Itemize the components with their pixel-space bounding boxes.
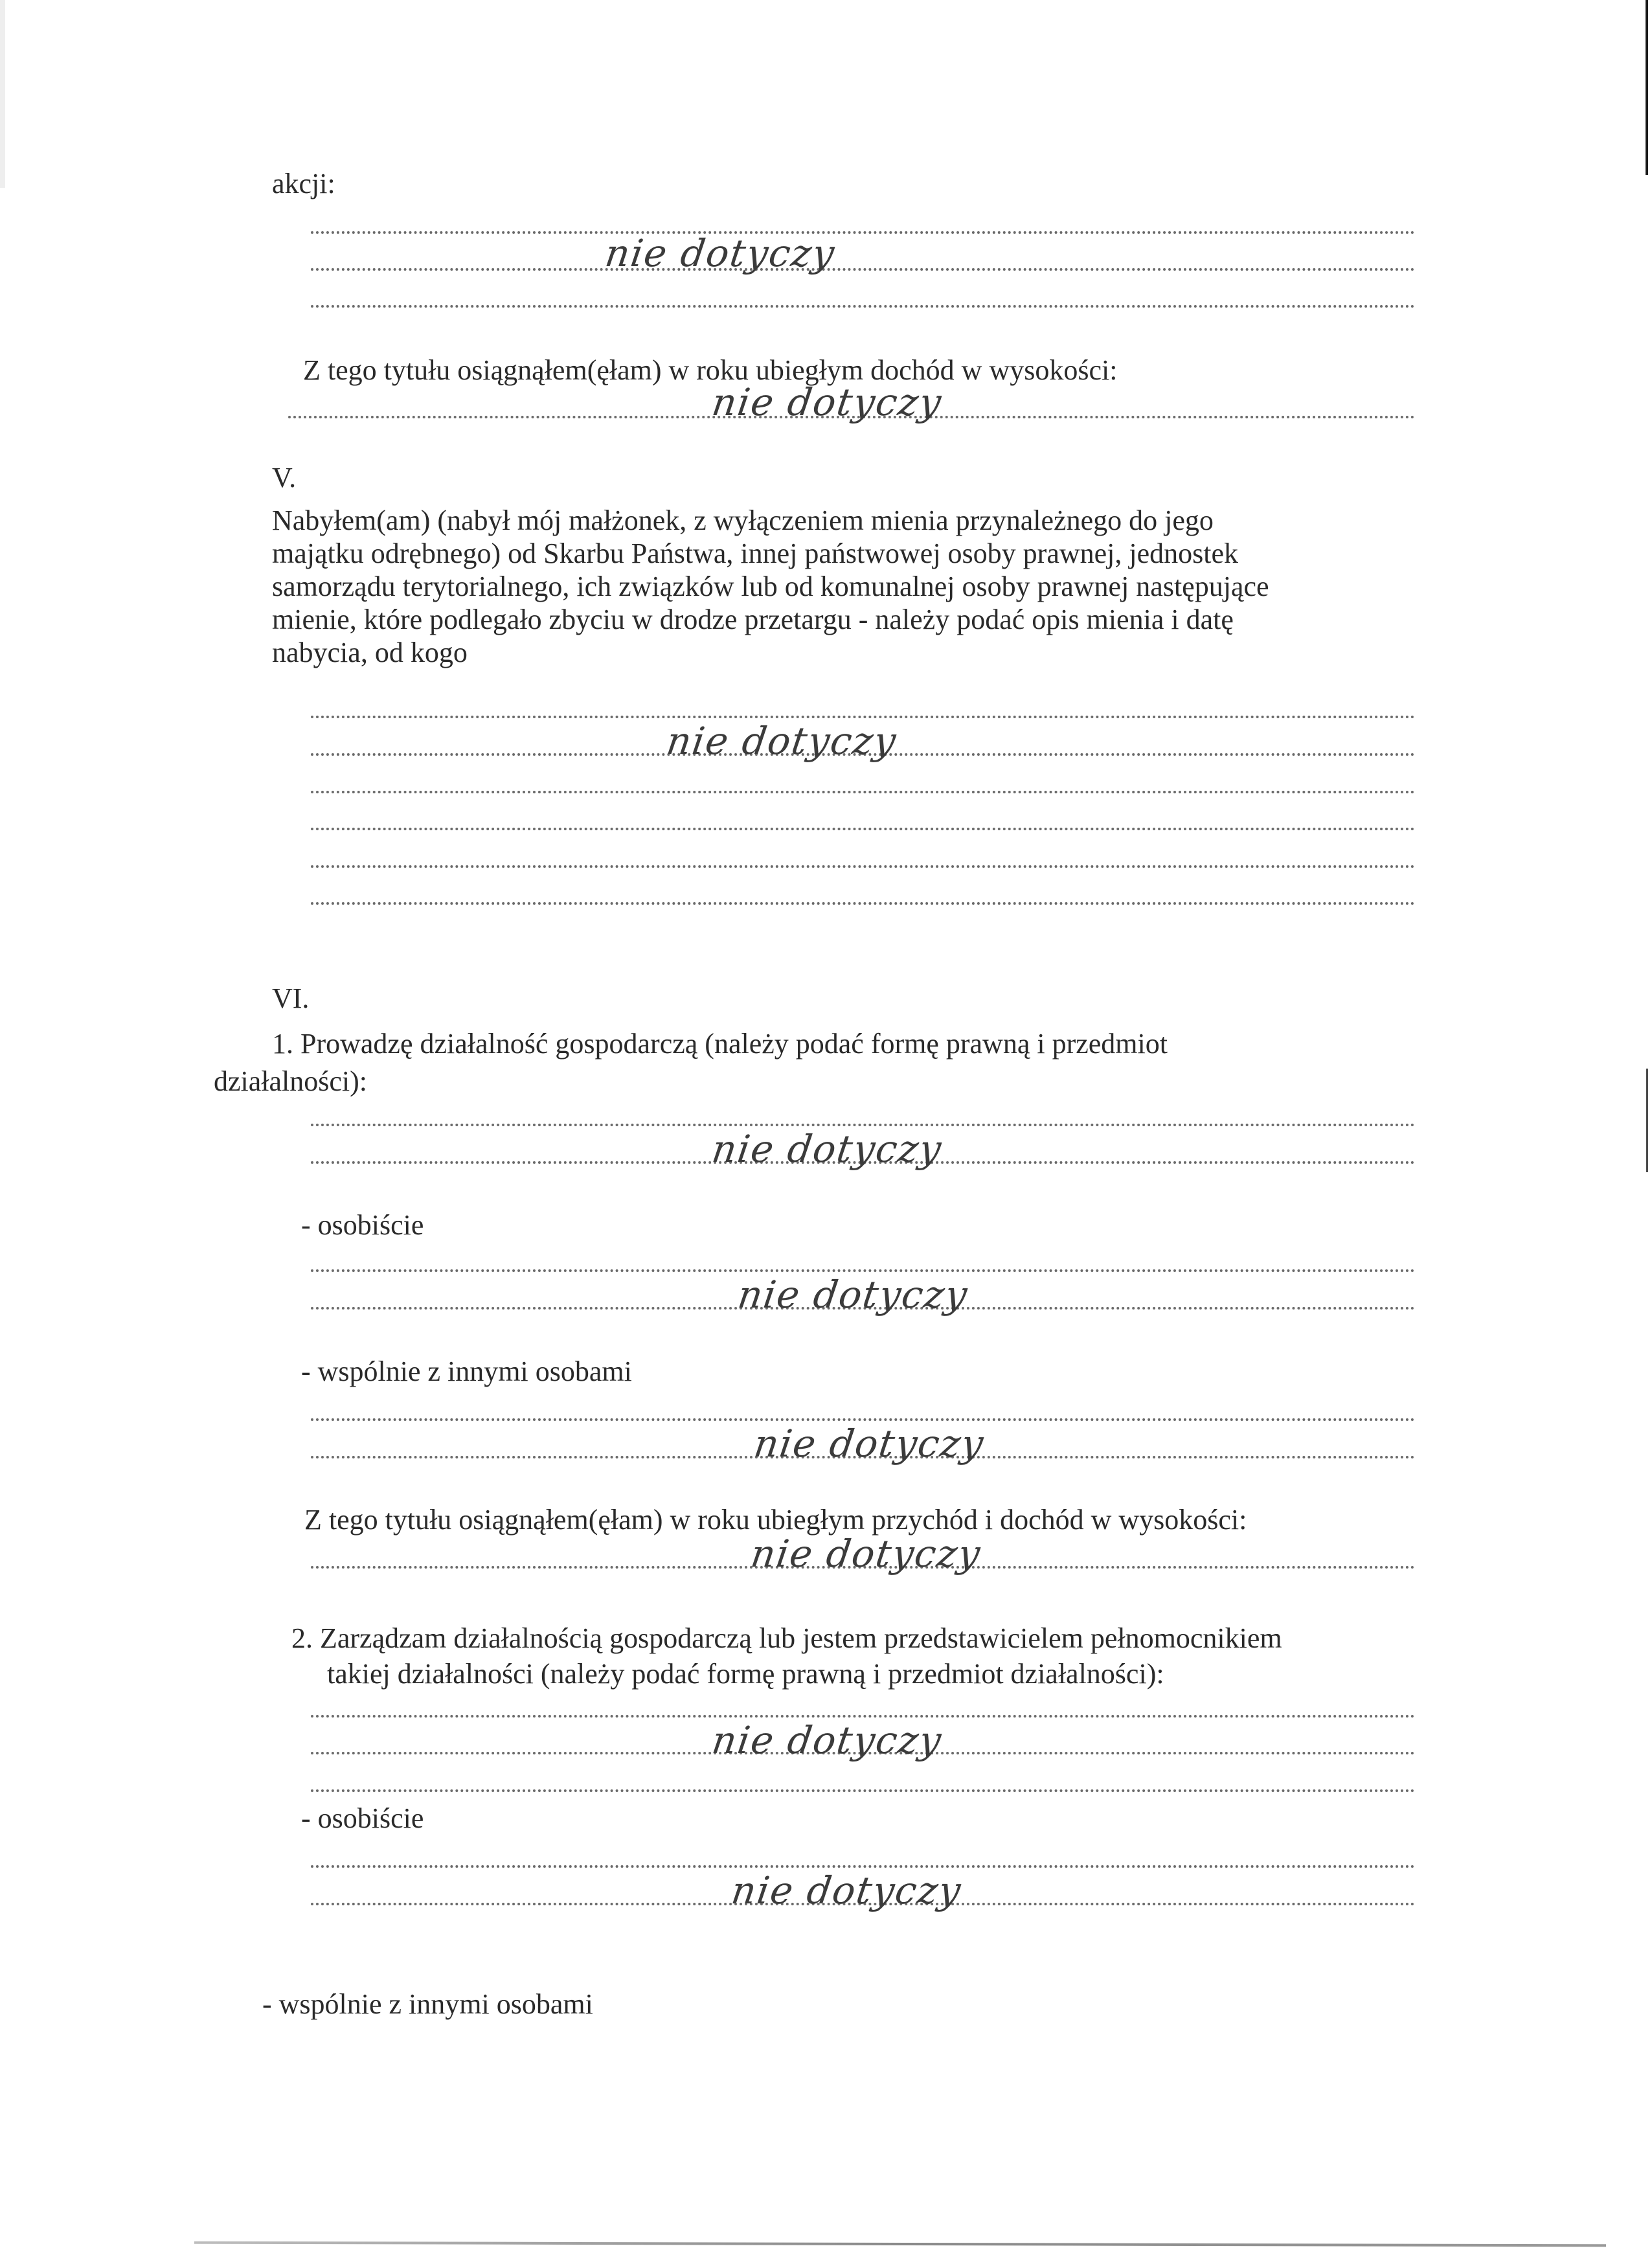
- handwritten-answer: nie dotyczy: [709, 380, 945, 424]
- dotted-line: [311, 1789, 1415, 1792]
- paragraph-line: Nabyłem(am) (nabył mój małżonek, z wyłączeniem mienia przynależnego do jego: [272, 505, 1214, 536]
- paragraph-line: samorządu terytorialnego, ich związków lub od komunalnej osoby prawnej następujące: [272, 571, 1269, 602]
- dotted-line: [311, 902, 1415, 905]
- scan-edge-left: [0, 0, 5, 188]
- dotted-line: [311, 1124, 1415, 1126]
- dotted-line: [311, 865, 1415, 868]
- handwritten-answer: nie dotyczy: [735, 1273, 971, 1317]
- item2-personally-label: - osobiście: [301, 1802, 424, 1834]
- scan-edge-bottom: [194, 2241, 1606, 2247]
- section-number: VI.: [272, 982, 310, 1014]
- dotted-line: [311, 268, 1415, 271]
- item2-line1: 2. Zarządzam działalnością gospodarczą lub jestem przedstawicielem pełnomocnikiem: [291, 1622, 1282, 1654]
- item2-line2: takiej działalności (należy podać formę prawną i przedmiot działalności):: [327, 1658, 1164, 1690]
- handwritten-answer: nie dotyczy: [709, 1127, 945, 1171]
- dotted-line: [311, 1269, 1415, 1272]
- dotted-line: [311, 791, 1415, 793]
- scan-edge-right-mark: [1646, 1069, 1648, 1172]
- item2-jointly-label: - wspólnie z innymi osobami: [262, 1988, 593, 2020]
- section-number: V.: [272, 462, 297, 493]
- jointly-label: - wspólnie z innymi osobami: [301, 1355, 632, 1387]
- item1-line1: 1. Prowadzę działalność gospodarczą (należy podać formę prawną i przedmiot: [272, 1028, 1168, 1060]
- item1-line2: działalności):: [214, 1065, 368, 1097]
- dotted-line: [311, 305, 1415, 308]
- dotted-line: [311, 1418, 1415, 1421]
- handwritten-answer: nie dotyczy: [602, 231, 839, 275]
- handwritten-answer: nie dotyczy: [709, 1718, 945, 1762]
- handwritten-answer: nie dotyczy: [751, 1422, 988, 1466]
- handwritten-answer: nie dotyczy: [729, 1868, 965, 1912]
- handwritten-answer: nie dotyczy: [748, 1532, 984, 1576]
- intro-label: akcji:: [272, 168, 335, 199]
- income-prompt: Z tego tytułu osiągnąłem(ęłam) w roku ubiegłym przychód i dochód w wysokości:: [304, 1504, 1247, 1536]
- dotted-line: [311, 231, 1415, 234]
- dotted-line: [311, 1865, 1415, 1868]
- dotted-line: [311, 1715, 1415, 1718]
- item1-text: [241, 1030, 1168, 1058]
- scan-edge-right: [1646, 0, 1648, 175]
- section-v-paragraph: [272, 504, 1425, 669]
- paragraph-line: mienie, które podlegało zbyciu w drodze przetargu - należy podać opis mienia i datę: [272, 604, 1234, 635]
- income-prompt: Z tego tytułu osiągnąłem(ęłam) w roku ubiegłym dochód w wysokości:: [303, 354, 1118, 386]
- paragraph-line: nabycia, od kogo: [272, 637, 468, 668]
- dotted-line: [311, 716, 1415, 718]
- handwritten-answer: nie dotyczy: [664, 719, 900, 763]
- dotted-line: [311, 828, 1415, 830]
- personally-label: - osobiście: [301, 1209, 424, 1241]
- paragraph-line: majątku odrębnego) od Skarbu Państwa, innej państwowej osoby prawnej, jednostek: [272, 538, 1239, 569]
